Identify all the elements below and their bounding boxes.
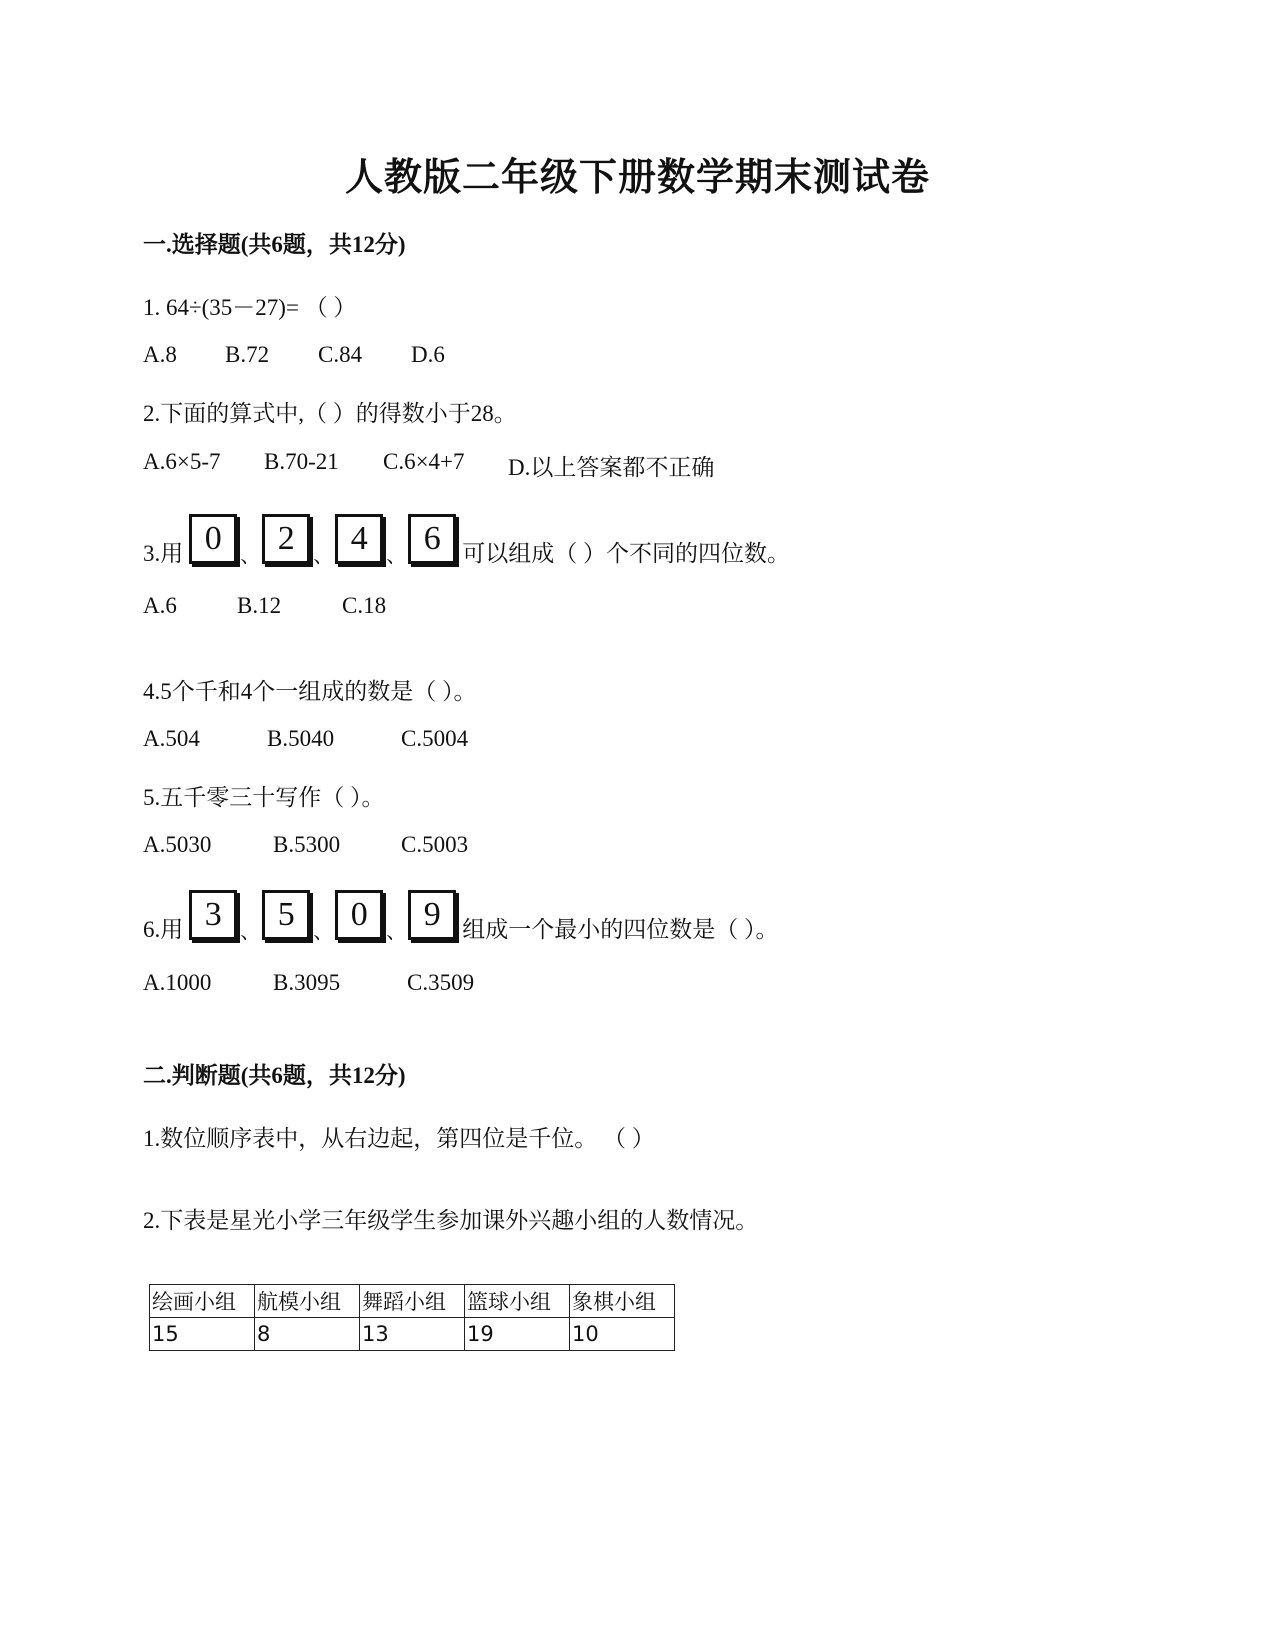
digit-card-icon: 2: [262, 514, 310, 564]
table-header-cell: 绘画小组: [150, 1285, 255, 1318]
option: A.504: [143, 726, 200, 751]
separator: 、: [386, 921, 407, 943]
section-heading-choice: 一.选择题(共6题，共12分): [143, 232, 406, 257]
option: C.18: [342, 593, 387, 618]
table-cell: 19: [465, 1318, 570, 1351]
question-1: 1. 64÷(35－27)= （ ）: [143, 295, 357, 320]
question-5: 5.五千零三十写作（ ）。: [143, 785, 385, 810]
option: A.8: [143, 342, 177, 367]
table-row: [150, 1318, 675, 1351]
option: B.70-21: [264, 449, 339, 474]
table-cell: 8: [255, 1318, 360, 1351]
option: B.5300: [273, 832, 341, 857]
option: A.6: [143, 593, 177, 618]
digit-card-icon: 9: [408, 890, 456, 940]
option: B.3095: [273, 970, 341, 995]
digit-card-icon: 0: [189, 514, 237, 564]
question-3-suffix: 可以组成（ ）个不同的四位数。: [462, 541, 790, 566]
judgment-question-2: 2.下表是星光小学三年级学生参加课外兴趣小组的人数情况。: [143, 1208, 759, 1233]
option: C.5004: [401, 726, 469, 751]
option: B.12: [237, 593, 282, 618]
digit-card-icon: 3: [189, 890, 237, 940]
option: A.5030: [143, 832, 212, 857]
question-6: [143, 884, 779, 944]
option: A.6×5-7: [143, 449, 221, 474]
question-6-suffix: 组成一个最小的四位数是（ ）。: [462, 917, 779, 942]
table-header-cell: 象棋小组: [570, 1285, 675, 1318]
question-3: [143, 508, 790, 568]
separator: 、: [386, 545, 407, 567]
section-heading-judgment: 二.判断题(共6题，共12分): [143, 1063, 406, 1088]
digit-card-icon: 5: [262, 890, 310, 940]
option: D.以上答案都不正确: [508, 455, 715, 480]
table-cell: 10: [570, 1318, 675, 1351]
table-cell: 13: [360, 1318, 465, 1351]
option: B.5040: [267, 726, 335, 751]
option: D.6: [411, 342, 445, 367]
page-title: 人教版二年级下册数学期末测试卷: [344, 157, 930, 199]
table-header-cell: 舞蹈小组: [360, 1285, 465, 1318]
question-4: 4.5个千和4个一组成的数是（ ）。: [143, 679, 477, 704]
judgment-question-1: 1.数位顺序表中，从右边起，第四位是千位。 （ ）: [143, 1126, 655, 1151]
option: C.5003: [401, 832, 469, 857]
option: C.84: [318, 342, 363, 367]
digit-card-icon: 0: [335, 890, 383, 940]
option: C.6×4+7: [383, 449, 465, 474]
table-cell: 15: [150, 1318, 255, 1351]
table-header-row: [150, 1285, 675, 1318]
separator: 、: [240, 545, 261, 567]
interest-group-table: [149, 1284, 675, 1351]
question-3-prefix: 3.用: [143, 541, 184, 566]
option: C.3509: [407, 970, 475, 995]
separator: 、: [313, 545, 334, 567]
digit-card-icon: 4: [335, 514, 383, 564]
digit-card-icon: 6: [408, 514, 456, 564]
question-6-prefix: 6.用: [143, 917, 184, 942]
option: A.1000: [143, 970, 212, 995]
option: B.72: [225, 342, 270, 367]
separator: 、: [240, 921, 261, 943]
table-header-cell: 航模小组: [255, 1285, 360, 1318]
separator: 、: [313, 921, 334, 943]
question-2: 2.下面的算式中,（ ）的得数小于28。: [143, 401, 517, 426]
table-header-cell: 篮球小组: [465, 1285, 570, 1318]
